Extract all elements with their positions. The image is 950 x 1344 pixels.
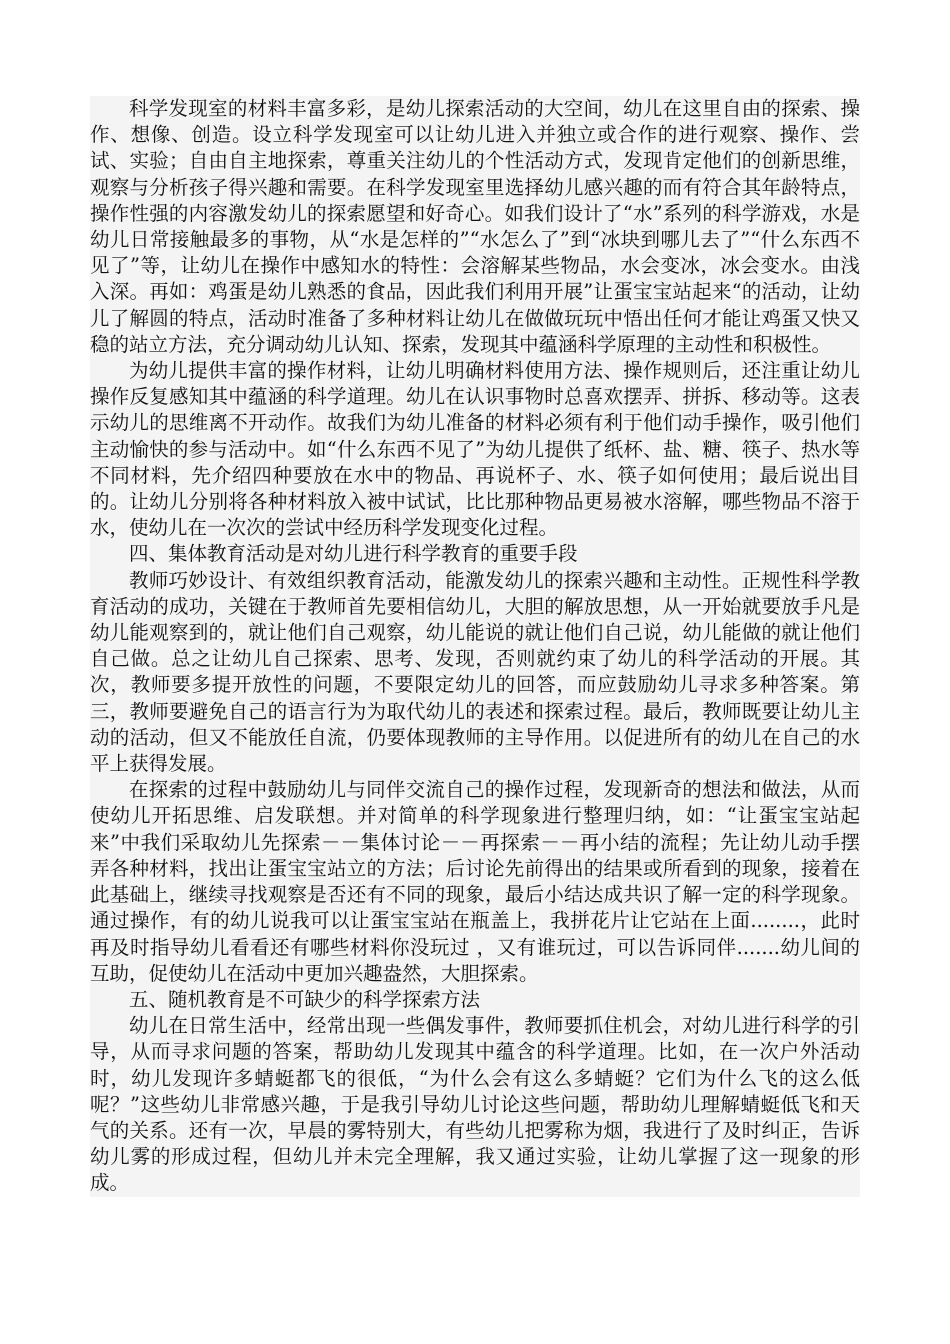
document-body xyxy=(90,96,860,1197)
paragraph-daily-life: 幼儿在日常生活中，经常出现一些偶发事件，教师要抓住机会，对幼儿进行科学的引导，从而寻求问题的答案，帮助幼儿发现其中蕴含的科学道理。比如，在一次户外活动时，幼儿发现许多蜻蜓都飞的很低，“为什么会有这么多蜻蜓？它们为什么飞的这么低呢？”这些幼儿非常感兴趣，于是我引导幼儿讨论这些问题，帮助幼儿理解蜻蜓低飞和天气的关系。还有一次，早晨的雾特别大，有些幼儿把雾称为烟，我进行了及时纠正，告诉幼儿雾的形成过程，但幼儿并未完全理解，我又通过实验，让幼儿掌握了这一现象的形成。 xyxy=(90,1014,860,1195)
section-heading-collective-education: 四、集体教育活动是对幼儿进行科学教育的重要手段 xyxy=(129,542,578,566)
section-heading-random-education: 五、随机教育是不可缺少的科学探索方法 xyxy=(129,987,481,1011)
paragraph-operation-materials: 为幼儿提供丰富的操作材料，让幼儿明确材料使用方法、操作规则后，还注重让幼儿操作反复感知其中蕴涵的科学道理。幼儿在认识事物时总喜欢摆弄、拼拆、移动等。这表示幼儿的思维离不开动作。故我们为幼儿准备的材料必须有利于他们动手操作，吸引他们主动愉快的参与活动中。如“什么东西不见了”为幼儿提供了纸杯、盐、糖、筷子、热水等不同材料，先介绍四种要放在水中的物品、再说杯子、水、筷子如何使用；最后说出目的。让幼儿分别将各种材料放入被中试试，比比那种物品更易被水溶解，哪些物品不溶于水，使幼儿在一次次的尝试中经历科学发现变化过程。 xyxy=(90,359,860,540)
paragraph-peer-exchange: 在探索的过程中鼓励幼儿与同伴交流自己的操作过程，发现新奇的想法和做法，从而使幼儿开拓思维、启发联想。并对简单的科学现象进行整理归纳，如：“让蛋宝宝站起来”中我们采取幼儿先探索－－集体讨论－－再探索－－再小结的流程；先让幼儿动手摆弄各种材料，找出让蛋宝宝站立的方法；后讨论先前得出的结果或所看到的现象，接着在此基础上，继续寻找观察是否还有不同的现象，最后小结达成共识了解一定的科学现象。通过操作，有的幼儿说我可以让蛋宝宝站在瓶盖上，我拼花片让它站在上面........，此时再及时指导幼儿看看还有哪些材料你没玩过 ，又有谁玩过，可以告诉同伴.......幼儿间的互助，促使幼儿在活动中更加兴趣盎然，大胆探索。 xyxy=(90,778,860,985)
paragraph-teacher-design: 教师巧妙设计、有效组织教育活动，能激发幼儿的探索兴趣和主动性。正规性科学教育活动的成功，关键在于教师首先要相信幼儿，大胆的解放思想，从一开始就要放手凡是幼儿能观察到的，就让他们自己观察，幼儿能说的就让他们自己说，幼儿能做的就让他们自己做。总之让幼儿自己探索、思考、发现，否则就约束了幼儿的科学活动的开展。其次，教师要多提开放性的问题，不要限定幼儿的回答，而应鼓励幼儿寻求多种答案。第三，教师要避免自己的语言行为为取代幼儿的表述和探索过程。最后，教师既要让幼儿主动的活动，但又不能放任自流，仍要体现教师的主导作用。以促进所有的幼儿在自己的水平上获得发展。 xyxy=(90,568,860,776)
paragraph-science-room: 科学发现室的材料丰富多彩，是幼儿探索活动的大空间，幼儿在这里自由的探索、操作、想像、创造。设立科学发现室可以让幼儿进入并独立或合作的进行观察、操作、尝试、实验；自由自主地探索，尊重关注幼儿的个性活动方式，发现肯定他们的创新思维，观察与分析孩子得兴趣和需要。在科学发现室里选择幼儿感兴趣的而有符合其年龄特点，操作性强的内容激发幼儿的探索愿望和好奇心。如我们设计了“水”系列的科学游戏，水是幼儿日常接触最多的事物，从“水是怎样的”“水怎么了”到“冰块到哪儿去了”“什么东西不见了”等，让幼儿在操作中感知水的特性：会溶解某些物品，水会变冰，冰会变水。由浅入深。再如：鸡蛋是幼儿熟悉的食品，因此我们利用开展”让蛋宝宝站起来“的活动，让幼儿了解圆的特点，活动时准备了多种材料让幼儿在做做玩玩中悟出任何才能让鸡蛋又快又稳的站立方法，充分调动幼儿认知、探索，发现其中蕴涵科学原理的主动性和积极性。 xyxy=(90,97,860,356)
